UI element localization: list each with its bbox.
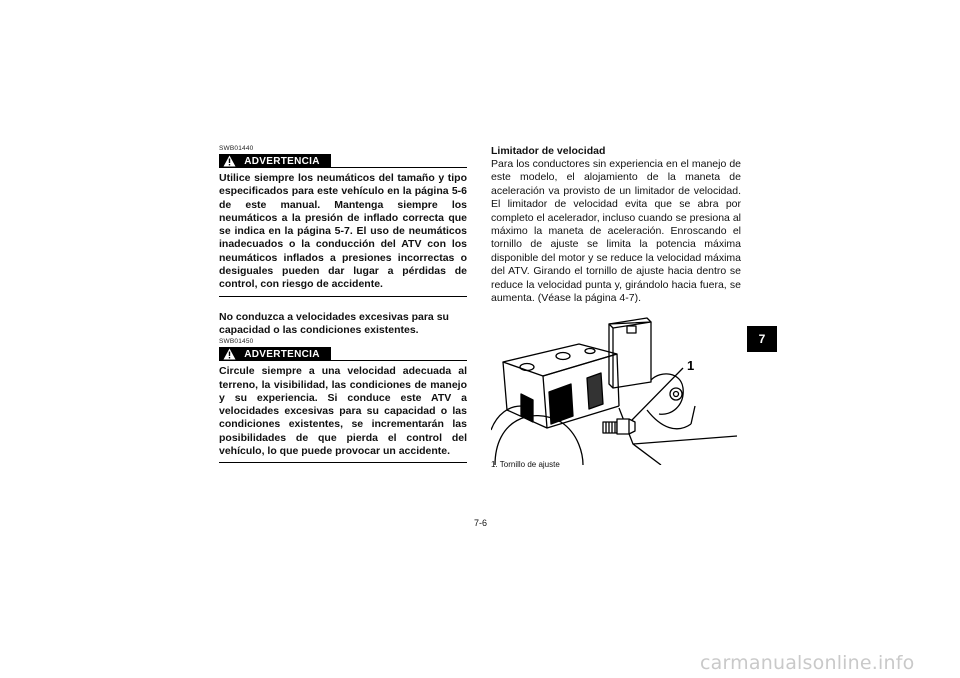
warning-top-rule	[331, 167, 467, 168]
warning-triangle-icon	[223, 348, 236, 360]
warning-top-rule	[331, 360, 467, 361]
warning-text-1: Utilice siempre los neumáticos del tamaño y tipo especificados para este vehículo en la página 5-6 de este manual. Mantenga siempre los neumáticos a la presión de inflado correcta que se indica en la página 5-7. El uso de neumáticos inadecuados o la conducción del ATV con los neumáticos inflados a presiones incorrectas o desiguales pueden dar lugar a pérdidas de control, con riesgo de accidente.	[219, 172, 467, 291]
warning-badge-2	[219, 347, 331, 361]
warning-bottom-rule-2	[219, 462, 467, 463]
speed-paragraph: No conduzca a velocidades excesivas para su capacidad o las condiciones existentes.	[219, 310, 449, 336]
left-column	[219, 145, 467, 463]
watermark: carmanualsonline.info	[700, 652, 915, 674]
warning-badge-label: ADVERTENCIA	[244, 155, 320, 167]
page-number: 7-6	[474, 518, 488, 528]
figure-callout-number: 1	[687, 358, 695, 373]
warning-code-1: SWB01440	[219, 145, 254, 152]
section-body: Para los conductores sin experiencia en el manejo de este modelo, el alojamiento de la maneta de aceleración va provisto de un limitador de velocidad. El limitador de velocidad evita que se abra por completo el acelerador, incluso cuando se presiona al máximo la maneta de aceleración. Enroscando el tornillo de ajuste se limita la potencia máxima disponible del motor y se reduce la velocidad máxima del ATV. Girando el tornillo de ajuste hacia dentro se reduce la velocidad punta y, girándolo hacia fuera, se aumenta. (Véase la página 4-7).	[491, 158, 741, 305]
warning-code-2: SWB01450	[219, 338, 254, 346]
warning-text-2: Circule siempre a una velocidad adecuada al terreno, la visibilidad, las condiciones de manejo y su experiencia. Si conduce este ATV a velocidades excesivas para su capacidad o las condiciones existentes, se incrementarán las posibilidades de que pierda el control del vehículo, lo que puede provocar un accidente.	[219, 365, 467, 458]
warning-badge-1	[219, 154, 331, 168]
right-column	[491, 145, 741, 305]
section-heading: Limitador de velocidad	[491, 145, 606, 157]
throttle-limiter-illustration	[491, 310, 743, 465]
warning-triangle-icon	[223, 155, 236, 167]
warning-header-1	[219, 154, 467, 169]
warning-badge-label: ADVERTENCIA	[244, 348, 320, 360]
figure-caption: 1. Tornillo de ajuste	[491, 460, 560, 469]
chapter-tab[interactable]: 7	[747, 326, 777, 352]
warning-header-2	[219, 347, 467, 362]
warning-bottom-rule-1	[219, 296, 467, 297]
